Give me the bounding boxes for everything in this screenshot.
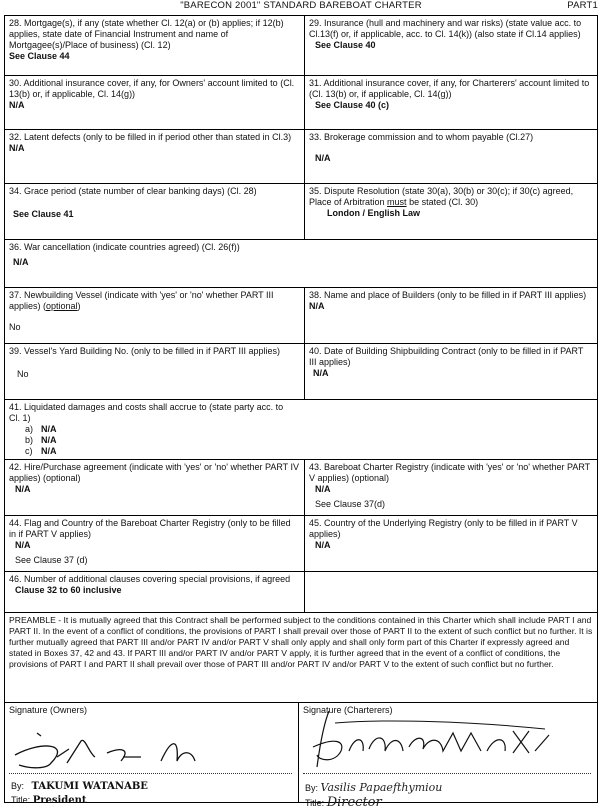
box-31-additional-insurance-charterers [305,76,597,130]
signature-owners [5,703,299,806]
box-29-label: 29. Insurance (hull and machinery and war risks) (state value acc. to Cl.13(f) or, if applicable, acc. to Cl. 14(k)) (also state if Cl.14 applies) [309,18,582,39]
preamble-text: PREAMBLE - It is mutually agreed that this Contract shall be performed subject to the conditions contained in this Charter which shall include PART I and PART II. In the event of a conflict of conditions, the provisions of PART I shall prevail over those of PART II to the extent of such conflict but no further. It is further mutually agreed that PART III and/or PART IV and/or PART V shall only apply and shall only form part of this Charter if expressly agreed and stated in Boxes 37, 42 and 43. If PART III and/or PART IV and/or PART V apply, it is further agreed that in the event of a conflict of conditions, the provisions of PART I and PART II shall prevail over those of PART III and/or PART IV and/or PART V to the extent of such conflict but no further. [5,613,597,703]
box-34-grace-period [5,184,305,240]
box-43-bareboat-charter-registry [305,460,597,516]
box-44-value[interactable]: N/A [15,540,31,550]
box-45-label: 45. Country of the Underlying Registry (only to be filled in if PART V applies) [309,518,578,539]
box-36-value[interactable]: N/A [13,257,29,267]
page-header [0,0,602,14]
box-35-label-must: must [387,197,407,207]
box-29-insurance [305,16,597,76]
box-35-value[interactable]: London / English Law [327,208,420,218]
signature-charterers-label: Signature (Charterers) [303,705,393,715]
box-41-item-a-key: a) [25,424,34,434]
box-33-value[interactable]: N/A [315,153,331,163]
box-43-label: 43. Bareboat Charter Registry (indicate with 'yes' or 'no' whether PART V applies) (optional) [309,462,591,483]
box-45-value[interactable]: N/A [315,540,331,550]
box-41-item-b-key: b) [25,435,34,445]
box-46-label: 46. Number of additional clauses covering special provisions, if agreed [9,574,291,584]
box-41-item-a-value: N/A [41,424,57,434]
box-40-value[interactable]: N/A [313,368,329,378]
box-39-label: 39. Vessel's Yard Building No. (only to be filled in if PART III applies) [9,346,281,356]
box-30-additional-insurance-owners [5,76,305,130]
box-31-label: 31. Additional insurance cover, if any, for Charterers' account limited to (Cl. 13(b) or, if applicable, Cl. 14(g)) [309,78,590,99]
box-39-value[interactable]: No [17,369,29,379]
box-45-underlying-registry [305,516,597,572]
box-37-newbuilding-vessel [5,288,305,344]
charterers-title-label: Title: [305,798,325,808]
box-35-label-b: be stated (Cl. 30) [406,197,479,207]
box-44-flag-country [5,516,305,572]
owners-title [11,795,87,806]
box-40-label: 40. Date of Building Shipbuilding Contract (only to be filled in if PART III applies) [309,346,584,367]
box-41-item-b-value: N/A [41,435,57,445]
box-35-label-a: 35. Dispute Resolution (state 30(a), 30(b) or 30(c); if 30(c) agreed, Place of Arbitration [309,186,574,207]
box-44-label: 44. Flag and Country of the Bareboat Charter Registry (only to be filled in if PART V applies) [9,518,291,539]
charterers-signature-line [303,773,591,774]
owners-handwritten-signature [11,727,251,773]
box-36-label: 36. War cancellation (indicate countries agreed) (Cl. 26(f)) [9,242,240,252]
box-40-date-of-building [305,344,597,400]
box-39-yard-building-no [5,344,305,400]
charterers-by-label: By: [305,783,319,793]
charterers-by [305,781,442,794]
box-30-value[interactable]: N/A [9,100,25,110]
box-28-label: 28. Mortgage(s), if any (state whether Cl. 12(a) or (b) applies; if 12(b) applies, state date of Financial Instrument and name of Mortgagee(s)/Place of business) (Cl. 12) [9,18,284,50]
charterers-by-name[interactable]: Vasilis Papaefthymiou [320,781,443,794]
box-43-value[interactable]: N/A [315,484,331,494]
box-38-builders [305,288,597,344]
box-41-item-a[interactable] [9,424,593,435]
box-31-value[interactable]: See Clause 40 (c) [315,100,390,110]
box-37-label-b: ) [77,301,81,311]
box-41-label: 41. Liquidated damages and costs shall accrue to (state party acc. to Cl. 1) [9,402,284,423]
box-35-dispute-resolution [305,184,597,240]
owners-by-label: By: [11,781,25,791]
owners-signature-line [9,773,292,774]
owners-by [11,781,148,792]
box-28-value[interactable]: See Clause 44 [9,51,70,61]
signature-owners-label: Signature (Owners) [9,705,88,715]
owners-title-value[interactable]: President [32,795,87,806]
part-label: PART1 [567,0,598,11]
box-37-label-optional: optional [46,301,78,311]
signature-charterers [299,703,597,810]
box-41-liquidated-damages [5,400,597,460]
box-36-war-cancellation [5,240,597,288]
box-34-value[interactable]: See Clause 41 [13,209,74,219]
box-41-item-c-value: N/A [41,446,57,456]
box-29-value[interactable]: See Clause 40 [315,40,376,50]
box-42-label: 42. Hire/Purchase agreement (indicate with 'yes' or 'no' whether PART IV applies) (optional) [9,462,300,483]
box-35-label [309,186,593,208]
box-32-label: 32. Latent defects (only to be filled in if period other than stated in Cl.3) [9,132,292,142]
charterers-handwritten-signature [305,707,575,777]
owners-by-name[interactable]: TAKUMI WATANABE [31,781,148,792]
box-28-mortgages [5,16,305,76]
box-38-value[interactable]: N/A [309,301,325,311]
box-41-item-c-key: c) [25,446,33,456]
box-38-label: 38. Name and place of Builders (only to be filled in if PART III applies) [309,290,587,300]
box-42-value[interactable]: N/A [15,484,31,494]
box-46-blank-area [305,572,597,613]
page-title: "BARECON 2001" STANDARD BAREBOAT CHARTER [180,0,422,11]
box-43-value-2[interactable]: See Clause 37(d) [315,499,386,509]
box-32-value[interactable]: N/A [9,143,25,153]
box-33-brokerage [305,130,597,184]
charter-form [4,15,598,810]
box-46-additional-clauses [5,572,305,613]
box-44-value-2[interactable]: See Clause 37 (d) [15,555,88,565]
owners-title-label: Title: [11,795,31,805]
charterers-title [305,795,382,810]
box-37-label-a: 37. Newbuilding Vessel (indicate with 'yes' or 'no' whether PART III applies) ( [9,290,274,311]
box-42-hire-purchase [5,460,305,516]
box-37-value[interactable]: No [9,322,21,332]
box-34-label: 34. Grace period (state number of clear banking days) (Cl. 28) [9,186,257,196]
box-46-value[interactable]: Clause 32 to 60 inclusive [15,585,122,595]
charterers-title-value[interactable]: Director [326,795,382,810]
box-37-label [9,290,300,312]
box-41-item-b[interactable] [9,435,593,446]
box-41-item-c[interactable] [9,446,593,457]
box-32-latent-defects [5,130,305,184]
box-30-label: 30. Additional insurance cover, if any, for Owners' account limited to (Cl. 13(b) or, if applicable, Cl. 14(g)) [9,78,295,99]
box-33-label: 33. Brokerage commission and to whom payable (Cl.27) [309,132,534,142]
